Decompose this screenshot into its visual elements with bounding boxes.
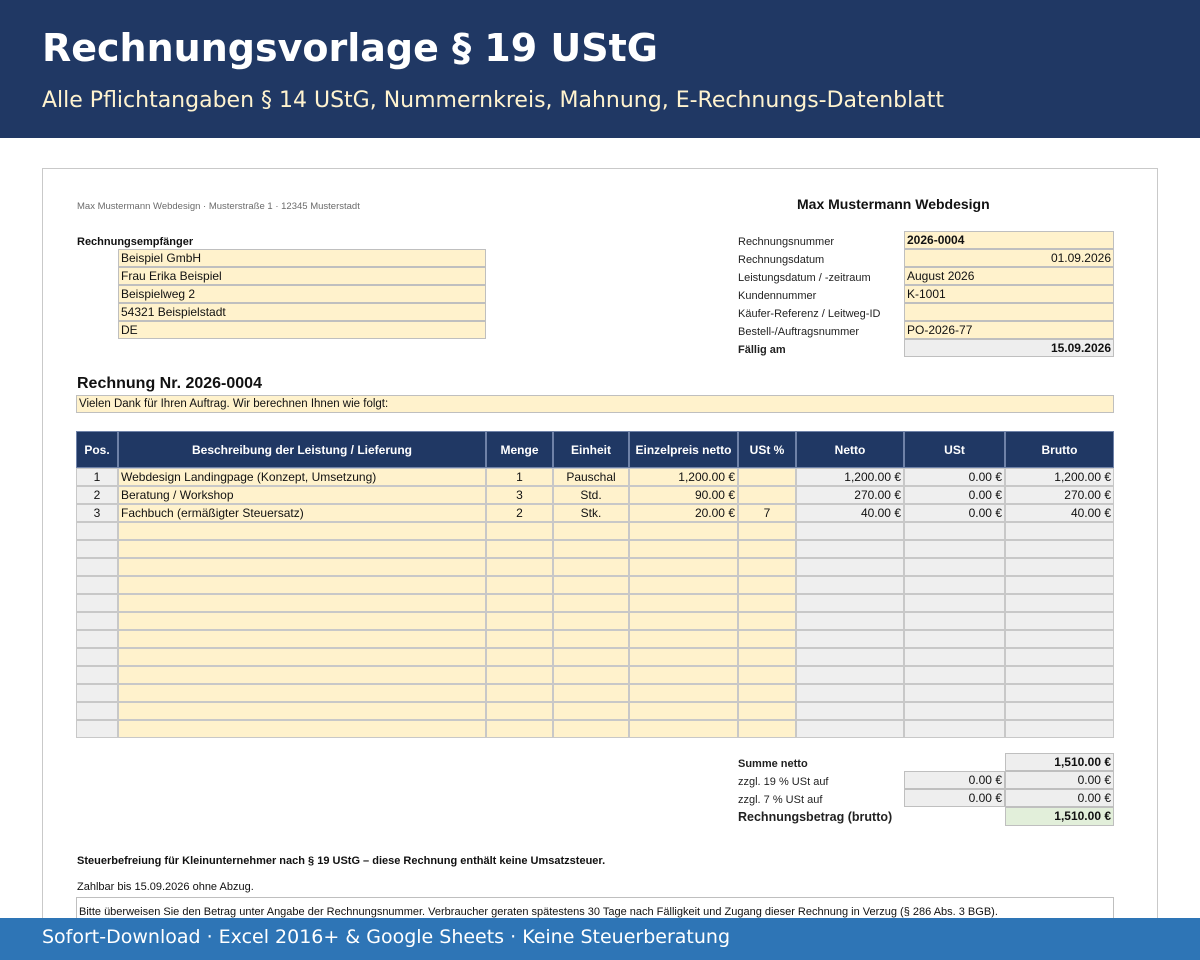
row-12-quantity[interactable] [486,666,553,684]
row-5-description[interactable] [118,540,486,558]
row-7-vat-amount [904,576,1005,594]
row-15-unit-price[interactable] [629,720,738,738]
row-2-quantity[interactable]: 3 [486,486,553,504]
row-3-gross: 40.00 € [1005,504,1114,522]
row-15-unit[interactable] [553,720,629,738]
row-10-vat-rate[interactable] [738,630,796,648]
row-10-vat-amount [904,630,1005,648]
row-6-unit[interactable] [553,558,629,576]
row-12-description[interactable] [118,666,486,684]
row-11-description[interactable] [118,648,486,666]
row-11-pos [76,648,118,666]
gross-total-label: Rechnungsbetrag (brutto) [738,810,893,824]
row-5-net [796,540,904,558]
row-7-description[interactable] [118,576,486,594]
row-10-quantity[interactable] [486,630,553,648]
row-3-unit[interactable]: Stk. [553,504,629,522]
meta-value-order-number[interactable]: PO-2026-77 [904,321,1114,339]
meta-value-buyer-reference[interactable] [904,303,1114,321]
row-9-net [796,612,904,630]
row-8-vat-rate[interactable] [738,594,796,612]
recipient-line-2[interactable]: Frau Erika Beispiel [118,267,486,285]
row-7-unit[interactable] [553,576,629,594]
row-8-net [796,594,904,612]
row-12-net [796,666,904,684]
column-header-vat-rate: USt % [738,431,796,468]
row-14-pos [76,702,118,720]
row-1-quantity[interactable]: 1 [486,468,553,486]
row-9-unit-price[interactable] [629,612,738,630]
row-10-pos [76,630,118,648]
row-15-pos [76,720,118,738]
company-name: Max Mustermann Webdesign [797,196,990,212]
row-12-pos [76,666,118,684]
row-2-unit[interactable]: Std. [553,486,629,504]
row-6-vat-rate[interactable] [738,558,796,576]
row-4-description[interactable] [118,522,486,540]
header-banner [0,0,1200,138]
row-5-unit[interactable] [553,540,629,558]
row-14-description[interactable] [118,702,486,720]
row-2-pos: 2 [76,486,118,504]
row-4-vat-amount [904,522,1005,540]
row-15-vat-amount [904,720,1005,738]
row-13-vat-rate[interactable] [738,684,796,702]
payment-instructions-text: Bitte überweisen Sie den Betrag unter Angabe der Rechnungsnummer. Verbraucher geraten spätestens 30 Tage nach Fälligkeit und Zugang dieser Rechnung in Verzug (§ 286 Abs. 3 BGB). [79,906,998,918]
row-1-vat-rate[interactable] [738,468,796,486]
row-14-gross [1005,702,1114,720]
row-6-vat-amount [904,558,1005,576]
row-9-description[interactable] [118,612,486,630]
intro-text[interactable]: Vielen Dank für Ihren Auftrag. Wir berechnen Ihnen wie folgt: [76,395,1114,413]
row-14-vat-rate[interactable] [738,702,796,720]
recipient-line-3[interactable]: Beispielweg 2 [118,285,486,303]
row-12-unit[interactable] [553,666,629,684]
row-9-gross [1005,612,1114,630]
row-6-net [796,558,904,576]
row-5-unit-price[interactable] [629,540,738,558]
row-13-pos [76,684,118,702]
recipient-line-4[interactable]: 54321 Beispielstadt [118,303,486,321]
row-4-pos [76,522,118,540]
row-4-quantity[interactable] [486,522,553,540]
row-10-net [796,630,904,648]
banner-title: Rechnungsvorlage § 19 UStG [42,26,658,70]
row-8-pos [76,594,118,612]
row-11-net [796,648,904,666]
row-12-unit-price[interactable] [629,666,738,684]
row-1-description[interactable]: Webdesign Landingpage (Konzept, Umsetzung) [118,468,486,486]
invoice-heading: Rechnung Nr. 2026-0004 [77,375,262,392]
column-header-pos: Pos. [76,431,118,468]
sender-address-line: Max Mustermann Webdesign · Musterstraße 1 · 12345 Musterstadt [77,201,360,212]
row-11-unit[interactable] [553,648,629,666]
meta-label-due-date: Fällig am [738,344,786,356]
row-5-vat-rate[interactable] [738,540,796,558]
column-header-gross: Brutto [1005,431,1114,468]
row-12-vat-rate[interactable] [738,666,796,684]
row-9-vat-amount [904,612,1005,630]
row-1-unit[interactable]: Pauschal [553,468,629,486]
payment-terms: Zahlbar bis 15.09.2026 ohne Abzug. [77,881,254,893]
row-4-unit-price[interactable] [629,522,738,540]
row-9-vat-rate[interactable] [738,612,796,630]
row-1-pos: 1 [76,468,118,486]
row-5-gross [1005,540,1114,558]
row-13-unit[interactable] [553,684,629,702]
row-1-vat-amount: 0.00 € [904,468,1005,486]
row-8-description[interactable] [118,594,486,612]
row-11-quantity[interactable] [486,648,553,666]
row-8-vat-amount [904,594,1005,612]
footer-bar [0,918,1200,960]
row-6-pos [76,558,118,576]
row-13-quantity[interactable] [486,684,553,702]
row-14-net [796,702,904,720]
row-4-net [796,522,904,540]
row-7-pos [76,576,118,594]
small-business-tax-note: Steuerbefreiung für Kleinunternehmer nach § 19 UStG – diese Rechnung enthält keine Umsatzsteuer. [77,855,606,867]
row-4-unit[interactable] [553,522,629,540]
row-9-quantity[interactable] [486,612,553,630]
row-2-unit-price[interactable]: 90.00 € [629,486,738,504]
row-3-quantity[interactable]: 2 [486,504,553,522]
row-9-unit[interactable] [553,612,629,630]
row-1-unit-price[interactable]: 1,200.00 € [629,468,738,486]
column-header-unit-price: Einzelpreis netto [629,431,738,468]
row-10-unit[interactable] [553,630,629,648]
row-9-pos [76,612,118,630]
row-8-unit[interactable] [553,594,629,612]
row-7-quantity[interactable] [486,576,553,594]
row-2-net: 270.00 € [796,486,904,504]
row-10-unit-price[interactable] [629,630,738,648]
total-net-value: 1,510.00 € [1005,753,1114,771]
vat19-value: 0.00 € [1005,771,1114,789]
column-header-vat-amount: USt [904,431,1005,468]
invoice-sheet [42,168,1158,928]
row-3-description[interactable]: Fachbuch (ermäßigter Steuersatz) [118,504,486,522]
footer-text: Sofort-Download · Excel 2016+ & Google Sheets · Keine Steuerberatung [42,926,730,948]
vat7-label: zzgl. 7 % USt auf [738,794,823,806]
banner-subtitle: Alle Pflichtangaben § 14 UStG, Nummernkreis, Mahnung, E-Rechnungs-Datenblatt [42,88,944,113]
row-1-gross: 1,200.00 € [1005,468,1114,486]
row-13-net [796,684,904,702]
row-6-unit-price[interactable] [629,558,738,576]
row-2-description[interactable]: Beratung / Workshop [118,486,486,504]
meta-label-invoice-date: Rechnungsdatum [738,254,825,266]
row-15-description[interactable] [118,720,486,738]
row-1-net: 1,200.00 € [796,468,904,486]
row-6-gross [1005,558,1114,576]
recipient-line-5[interactable]: DE [118,321,486,339]
row-5-pos [76,540,118,558]
row-5-vat-amount [904,540,1005,558]
row-13-description[interactable] [118,684,486,702]
row-11-unit-price[interactable] [629,648,738,666]
row-12-vat-amount [904,666,1005,684]
row-13-unit-price[interactable] [629,684,738,702]
column-header-net: Netto [796,431,904,468]
row-11-vat-amount [904,648,1005,666]
row-6-description[interactable] [118,558,486,576]
gross-total-value: 1,510.00 € [1005,807,1114,826]
row-4-vat-rate[interactable] [738,522,796,540]
row-15-net [796,720,904,738]
meta-label-order-number: Bestell-/Auftragsnummer [738,326,860,338]
meta-label-service-date: Leistungsdatum / -zeitraum [738,272,871,284]
row-3-net: 40.00 € [796,504,904,522]
vat7-base: 0.00 € [904,789,1005,807]
row-7-gross [1005,576,1114,594]
recipient-line-1[interactable]: Beispiel GmbH [118,249,486,267]
total-net-label: Summe netto [738,758,808,770]
row-6-quantity[interactable] [486,558,553,576]
row-7-net [796,576,904,594]
row-2-vat-rate[interactable] [738,486,796,504]
meta-value-invoice-date[interactable]: 01.09.2026 [904,249,1114,267]
column-header-unit: Einheit [553,431,629,468]
meta-label-customer-number: Kundennummer [738,290,817,302]
recipient-label: Rechnungsempfänger [77,236,194,248]
row-10-description[interactable] [118,630,486,648]
meta-label-buyer-reference: Käufer-Referenz / Leitweg-ID [738,308,881,320]
row-3-vat-amount: 0.00 € [904,504,1005,522]
row-3-vat-rate[interactable]: 7 [738,504,796,522]
column-header-description: Beschreibung der Leistung / Lieferung [118,431,486,468]
row-5-quantity[interactable] [486,540,553,558]
row-11-vat-rate[interactable] [738,648,796,666]
row-14-unit[interactable] [553,702,629,720]
row-7-unit-price[interactable] [629,576,738,594]
row-2-gross: 270.00 € [1005,486,1114,504]
meta-value-service-date[interactable]: August 2026 [904,267,1114,285]
row-3-unit-price[interactable]: 20.00 € [629,504,738,522]
row-11-gross [1005,648,1114,666]
row-13-gross [1005,684,1114,702]
row-8-gross [1005,594,1114,612]
row-3-pos: 3 [76,504,118,522]
row-10-gross [1005,630,1114,648]
vat19-base: 0.00 € [904,771,1005,789]
row-14-vat-amount [904,702,1005,720]
row-15-vat-rate[interactable] [738,720,796,738]
meta-label-invoice-number: Rechnungsnummer [738,236,834,248]
row-2-vat-amount: 0.00 € [904,486,1005,504]
meta-value-customer-number[interactable]: K-1001 [904,285,1114,303]
meta-value-invoice-number[interactable]: 2026-0004 [904,231,1114,249]
row-15-quantity[interactable] [486,720,553,738]
column-header-quantity: Menge [486,431,553,468]
row-13-vat-amount [904,684,1005,702]
row-15-gross [1005,720,1114,738]
vat7-value: 0.00 € [1005,789,1114,807]
meta-value-due-date: 15.09.2026 [904,339,1114,357]
row-12-gross [1005,666,1114,684]
vat19-label: zzgl. 19 % USt auf [738,776,829,788]
row-8-unit-price[interactable] [629,594,738,612]
row-8-quantity[interactable] [486,594,553,612]
row-7-vat-rate[interactable] [738,576,796,594]
row-4-gross [1005,522,1114,540]
row-14-quantity[interactable] [486,702,553,720]
row-14-unit-price[interactable] [629,702,738,720]
